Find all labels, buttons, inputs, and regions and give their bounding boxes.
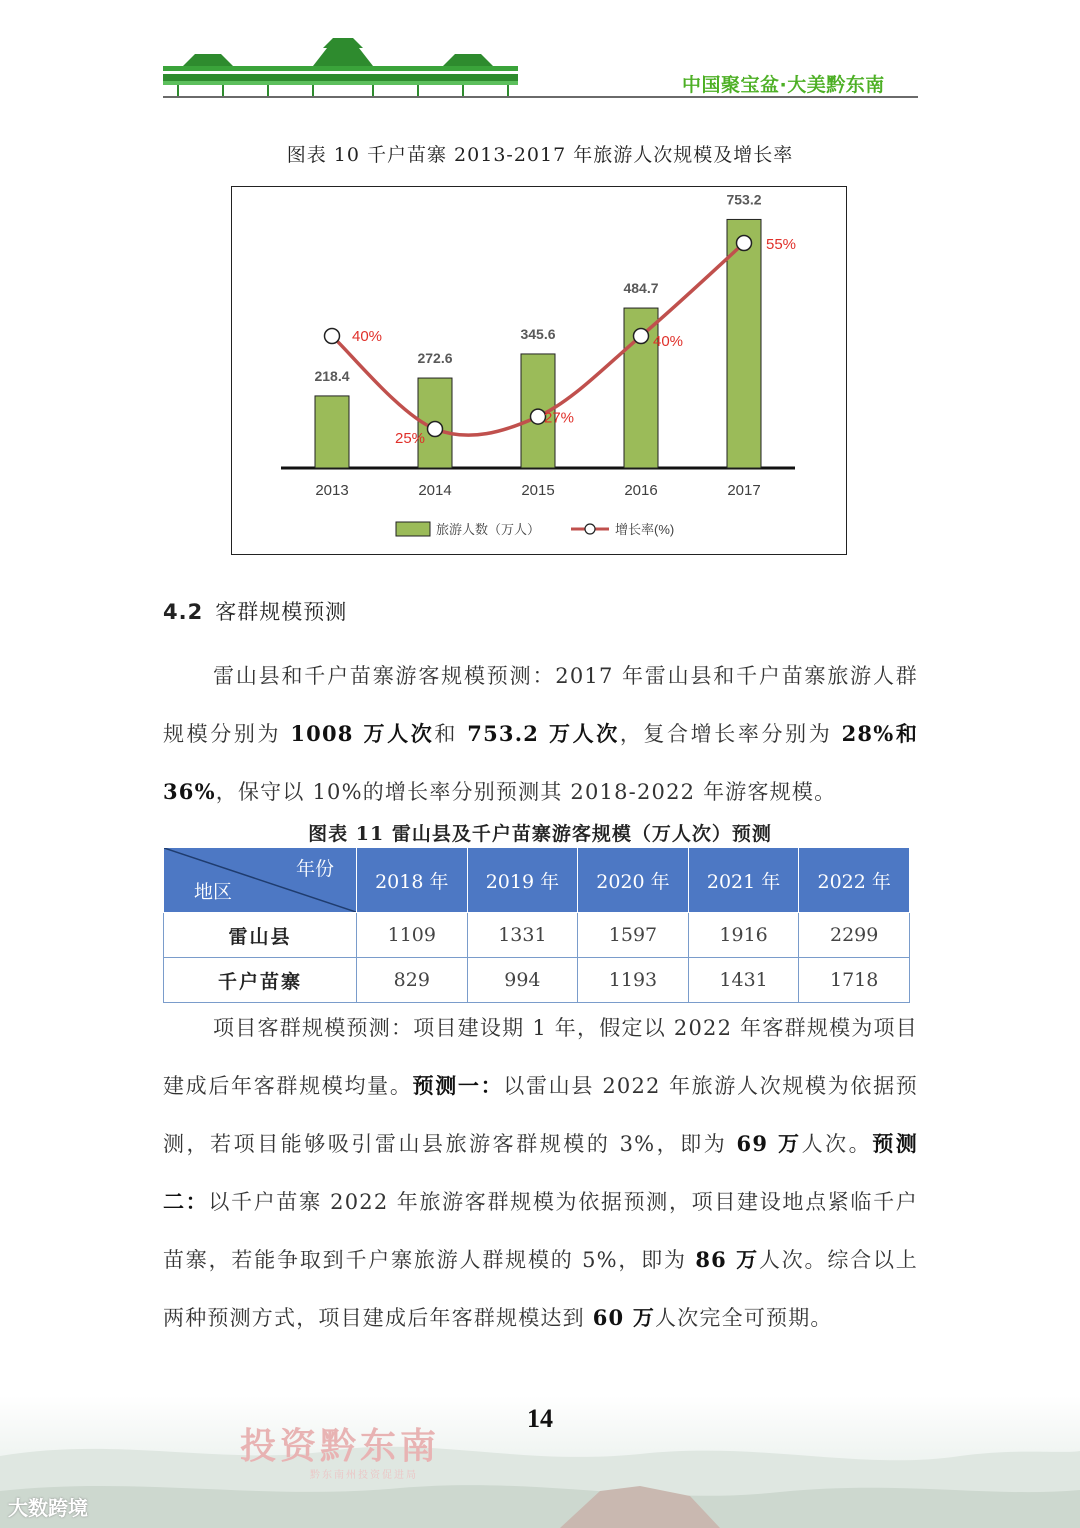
- header-divider: [163, 96, 918, 98]
- bar-value-label: 345.6: [520, 325, 556, 342]
- region-cell: 千户苗寨: [164, 958, 357, 1003]
- bar-value-label: 272.6: [417, 350, 453, 367]
- growth-rate-point: [325, 329, 340, 344]
- bar-value-label: 753.2: [726, 191, 762, 208]
- growth-rate-label: 27%: [544, 409, 575, 427]
- section-title: 客群规模预测: [215, 600, 348, 624]
- bold-run: 预测二：: [163, 1131, 918, 1214]
- watermark: 大数跨境: [8, 1496, 88, 1520]
- text-run: 人次完全可预期。: [655, 1306, 833, 1330]
- growth-rate-label: 40%: [653, 333, 684, 350]
- table-row: [164, 913, 910, 958]
- year-header: 2020 年: [578, 848, 689, 913]
- bold-run: 86 万: [695, 1247, 759, 1272]
- text-run: 人次。综合以上两种预测方式，项目建成后年客群规模达到: [163, 1248, 918, 1330]
- value-cell: 829: [357, 958, 468, 1003]
- year-header: 2019 年: [467, 848, 578, 913]
- bold-run: 1008 万人次: [290, 721, 435, 746]
- bar: [315, 396, 349, 468]
- footer-logo-subtext: 黔东南州投资促进局: [310, 1470, 418, 1481]
- text-run: ，复合增长率分别为: [619, 722, 842, 746]
- paragraph-project-forecast: [163, 1000, 918, 1347]
- header-slogan: 中国聚宝盆·大美黔东南: [682, 74, 885, 96]
- forecast-table: [163, 847, 910, 1003]
- year-header: 2022 年: [799, 848, 910, 913]
- bold-run: 60 万: [592, 1305, 656, 1330]
- corner-region-label: 地区: [194, 881, 233, 903]
- footer-logo-text: 投资黔东南: [240, 1425, 441, 1467]
- legend-line-marker: [585, 524, 595, 534]
- paragraph-visitor-forecast: [163, 648, 918, 821]
- growth-rate-point: [737, 236, 752, 251]
- value-cell: 1109: [357, 913, 468, 958]
- growth-rate-label: 55%: [766, 236, 797, 253]
- text-run: 人次。: [801, 1132, 873, 1156]
- visitor-growth-chart: [231, 186, 847, 555]
- growth-rate-point: [428, 422, 443, 437]
- text-run: 以千户苗寨 2022 年旅游客群规模为依据预测，项目建设地点紧临千户苗寨，若能争取到千户寨旅游人群规模的 5%，即为: [163, 1190, 918, 1272]
- table-header-row: [164, 848, 910, 913]
- legend-bar-label: 旅游人数（万人）: [436, 522, 541, 537]
- year-header: 2021 年: [688, 848, 799, 913]
- value-cell: 2299: [799, 913, 910, 958]
- value-cell: 1331: [467, 913, 578, 958]
- bold-run: 69 万: [736, 1131, 802, 1156]
- legend-line-label: 增长率(%): [615, 522, 675, 537]
- bar-value-label: 484.7: [623, 280, 659, 297]
- section-number: 4.2: [163, 600, 204, 624]
- text-run: 和: [434, 722, 468, 746]
- x-tick-label: 2016: [624, 482, 658, 499]
- region-cell: 雷山县: [164, 913, 357, 958]
- section-heading: [163, 596, 347, 626]
- value-cell: 1597: [578, 913, 689, 958]
- x-tick-label: 2017: [727, 482, 761, 499]
- year-header: 2018 年: [357, 848, 468, 913]
- legend-bar-swatch: [396, 522, 430, 536]
- bar-value-label: 218.4: [314, 367, 350, 384]
- bold-run: 28%和 36%: [163, 721, 919, 804]
- figure-11-caption: 图表 11 雷山县及千户苗寨游客规模（万人次）预测: [308, 823, 772, 845]
- value-cell: 1718: [799, 958, 910, 1003]
- figure-10-caption: 图表 10 千户苗寨 2013-2017 年旅游人次规模及增长率: [286, 144, 794, 166]
- value-cell: 1431: [688, 958, 799, 1003]
- table-row: [164, 958, 910, 1003]
- bold-run: 753.2 万人次: [467, 721, 620, 746]
- text-run: 以雷山县 2022 年旅游人次规模为依据预测，若项目能够吸引雷山县旅游客群规模的 3%，即为: [163, 1074, 918, 1156]
- bold-run: 预测一：: [412, 1073, 504, 1098]
- text-run: ，保守以 10%的增长率分别预测其 2018-2022 年游客规模。: [215, 780, 837, 804]
- growth-rate-point: [634, 329, 649, 344]
- growth-rate-label: 40%: [352, 328, 383, 345]
- growth-rate-label: 25%: [395, 430, 426, 447]
- table-corner-cell: [164, 848, 357, 913]
- pavilion-banner: [163, 36, 523, 98]
- text-run: 项目客群规模预测：项目建设期 1 年，假定以 2022 年客群规模为项目建成后年客群规模均量。: [163, 1016, 918, 1098]
- value-cell: 994: [467, 958, 578, 1003]
- x-tick-label: 2014: [418, 482, 452, 499]
- page-number: 14: [527, 1404, 553, 1433]
- value-cell: 1193: [578, 958, 689, 1003]
- bar: [727, 219, 761, 468]
- value-cell: 1916: [688, 913, 799, 958]
- x-tick-label: 2015: [521, 482, 555, 499]
- corner-year-label: 年份: [295, 858, 334, 880]
- x-tick-label: 2013: [315, 482, 349, 499]
- text-run: 雷山县和千户苗寨游客规模预测：2017 年雷山县和千户苗寨旅游人群规模分别为: [163, 664, 918, 746]
